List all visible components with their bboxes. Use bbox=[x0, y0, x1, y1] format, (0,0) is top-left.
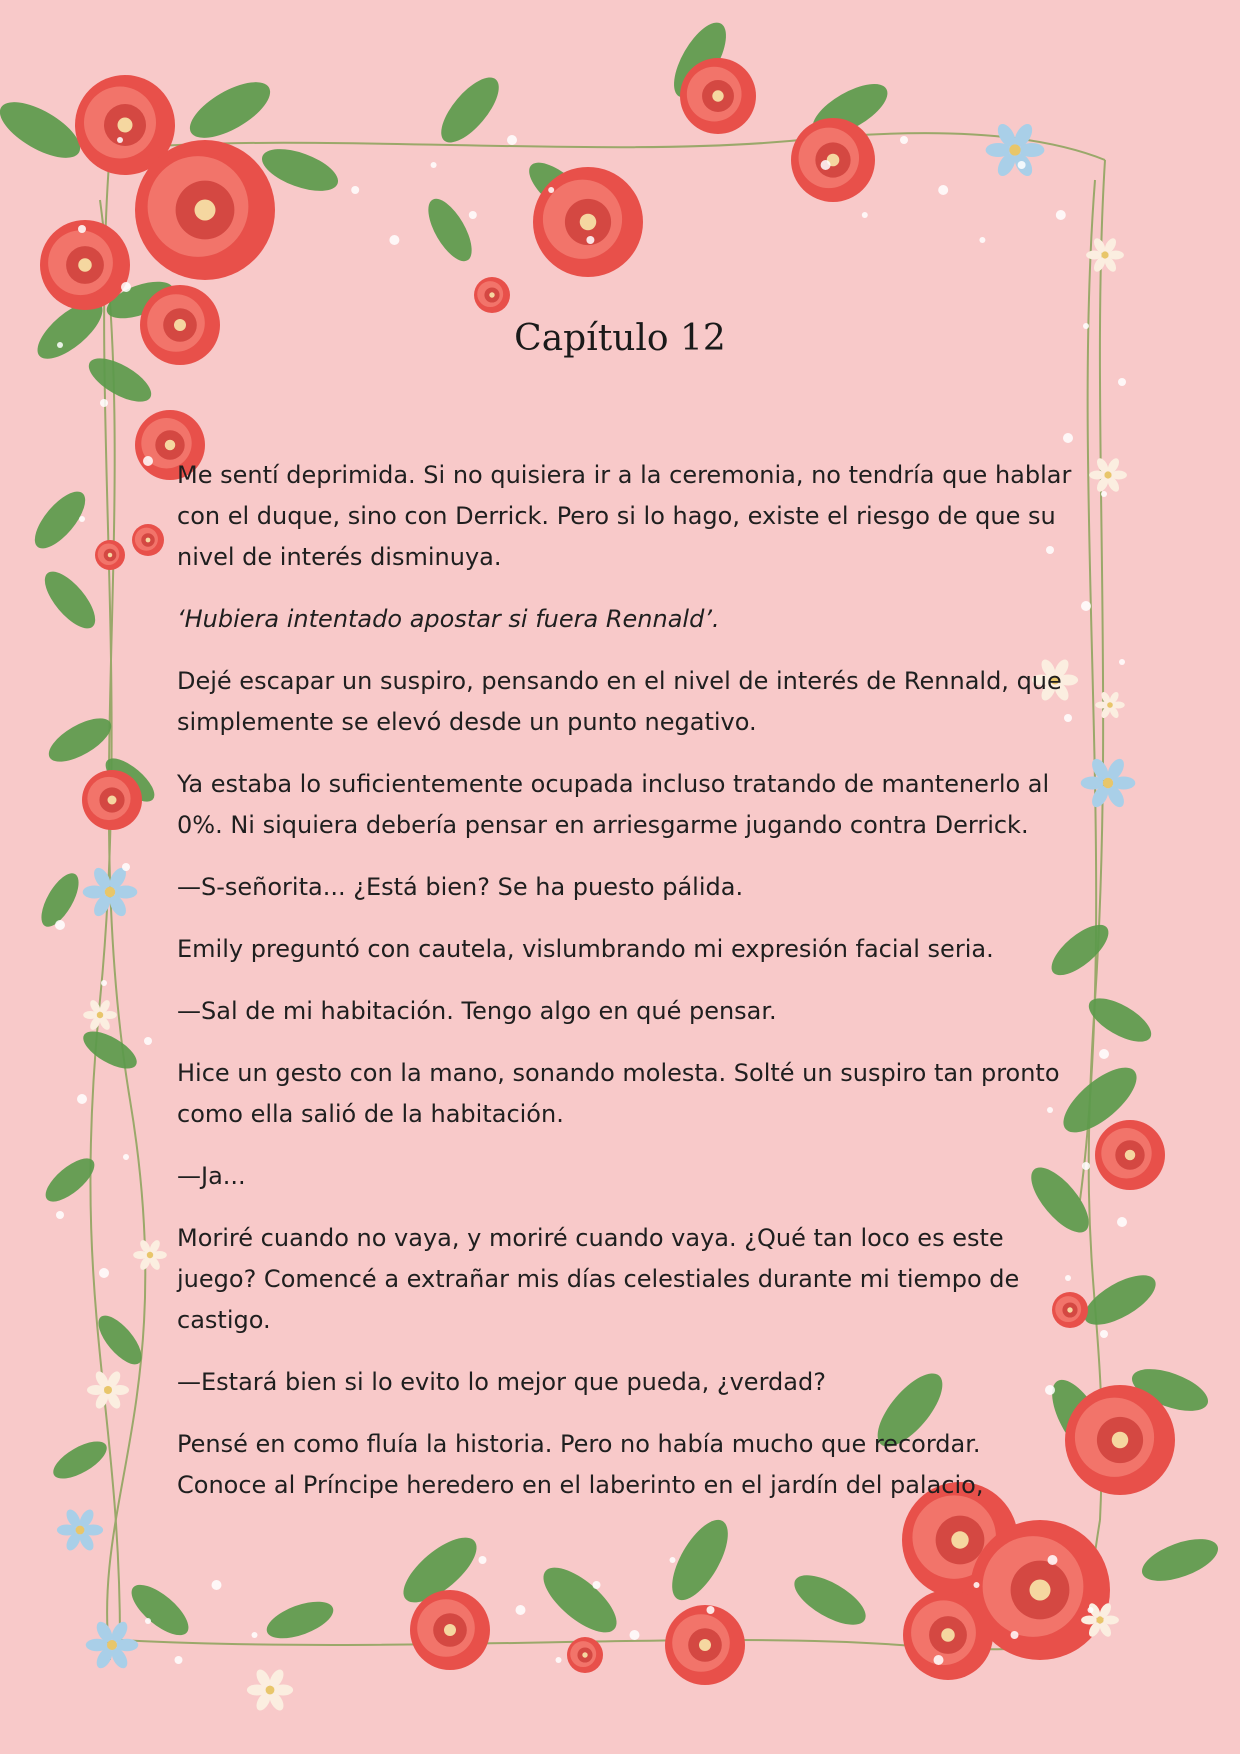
paragraph: —Ja... bbox=[177, 1162, 246, 1190]
sparkle-dot bbox=[974, 1582, 980, 1588]
paragraph: Ya estaba lo suficientemente ocupada incluso tratando de mantenerlo al 0%. Ni siquiera debería pensar en arriesgarme jugando contra Derrick. bbox=[177, 770, 1050, 839]
small-flower-center bbox=[1103, 778, 1113, 788]
sparkle-dot bbox=[56, 1211, 64, 1219]
small-flower-center bbox=[105, 887, 115, 897]
sparkle-dot bbox=[821, 160, 831, 170]
rose-stamen bbox=[699, 1639, 711, 1651]
paragraph: —Sal de mi habitación. Tengo algo en qué pensar. bbox=[177, 997, 777, 1025]
leaf bbox=[533, 1557, 626, 1644]
rose-stamen bbox=[712, 90, 723, 101]
sparkle-dot bbox=[144, 1037, 152, 1045]
vine-stem bbox=[100, 200, 145, 1660]
sparkle-dot bbox=[431, 162, 437, 168]
rose-stamen bbox=[951, 1531, 968, 1548]
paragraph: —S-señorita... ¿Está bien? Se ha puesto pálida. bbox=[177, 873, 744, 901]
sparkle-dot bbox=[101, 980, 107, 986]
sparkle-dot bbox=[212, 1580, 222, 1590]
leaf bbox=[124, 1576, 197, 1644]
sparkle-dot bbox=[121, 282, 131, 292]
paragraph: Hice un gesto con la mano, sonando molesta. Solté un suspiro tan pronto como ella salió de la habitación. bbox=[177, 1059, 1060, 1128]
sparkle-dot bbox=[117, 137, 123, 143]
sparkle-dot bbox=[593, 1581, 601, 1589]
rose-stamen bbox=[582, 1652, 587, 1657]
leaf bbox=[36, 564, 104, 637]
paragraph: Pensé en como fluía la historia. Pero no había mucho que recordar. Conoce al Príncipe heredero en el laberinto en el jardín del palacio, bbox=[177, 1430, 984, 1499]
sparkle-dot bbox=[1018, 161, 1026, 169]
paragraph: Moriré cuando no vaya, y moriré cuando vaya. ¿Qué tan loco es este juego? Comencé a extrañar mis días celestiales durante mi tiempo de castigo. bbox=[177, 1224, 1020, 1334]
rose-stamen bbox=[165, 440, 176, 451]
sparkle-dot bbox=[100, 399, 108, 407]
leaf bbox=[48, 1434, 113, 1486]
sparkle-dot bbox=[507, 135, 517, 145]
sparkle-dot bbox=[556, 1657, 562, 1663]
sparkle-dot bbox=[1099, 1049, 1109, 1059]
chapter-title: Capítulo 12 bbox=[514, 318, 726, 359]
leaf bbox=[182, 71, 279, 149]
small-flower-center bbox=[1104, 471, 1111, 478]
leaf bbox=[420, 192, 480, 267]
sparkle-dot bbox=[79, 516, 85, 522]
sparkle-dot bbox=[1063, 433, 1073, 443]
paragraph: ‘Hubiera intentado apostar si fuera Rennald’. bbox=[177, 605, 720, 633]
sparkle-dot bbox=[1088, 1607, 1094, 1613]
rose-stamen bbox=[941, 1628, 955, 1642]
sparkle-dot bbox=[548, 187, 554, 193]
paragraph: Me sentí deprimida. Si no quisiera ir a la ceremonia, no tendría que hablar con el duque, sino con Derrick. Pero si lo hago, existe el riesgo de que su nivel de interés disminuya. bbox=[177, 461, 1072, 571]
rose-stamen bbox=[195, 200, 216, 221]
sparkle-dot bbox=[78, 225, 86, 233]
leaf bbox=[78, 1024, 143, 1076]
paragraph: —Estará bien si lo evito lo mejor que pueda, ¿verdad? bbox=[177, 1368, 826, 1396]
leaf bbox=[42, 710, 117, 770]
small-flower-center bbox=[147, 1252, 153, 1258]
sparkle-dot bbox=[862, 212, 868, 218]
sparkle-dot bbox=[55, 920, 65, 930]
sparkle-dot bbox=[630, 1630, 640, 1640]
rose-stamen bbox=[1112, 1432, 1129, 1449]
sparkle-dot bbox=[122, 863, 130, 871]
rose-stamen bbox=[118, 118, 133, 133]
small-flower-center bbox=[104, 1386, 112, 1394]
leaf bbox=[431, 69, 508, 152]
leaf bbox=[1077, 1265, 1163, 1334]
sparkle-dot bbox=[469, 211, 477, 219]
sparkle-dot bbox=[670, 1557, 676, 1563]
small-flower-center bbox=[97, 1012, 103, 1018]
sparkle-dot bbox=[938, 185, 948, 195]
sparkle-dot bbox=[707, 1606, 715, 1614]
small-flower-center bbox=[1101, 251, 1108, 258]
paragraph: Emily preguntó con cautela, vislumbrando mi expresión facial seria. bbox=[177, 935, 994, 963]
sparkle-dot bbox=[1119, 659, 1125, 665]
rose-stamen bbox=[580, 214, 597, 231]
sparkle-dot bbox=[900, 136, 908, 144]
sparkle-dot bbox=[586, 236, 594, 244]
leaf bbox=[787, 1565, 873, 1634]
chapter-body bbox=[177, 455, 1072, 1527]
sparkle-dot bbox=[351, 186, 359, 194]
rose-stamen bbox=[489, 292, 494, 297]
rose-stamen bbox=[108, 796, 117, 805]
leaf bbox=[1137, 1531, 1224, 1590]
sparkle-dot bbox=[516, 1605, 526, 1615]
rose-stamen bbox=[108, 553, 113, 558]
rose-stamen bbox=[1030, 1580, 1051, 1601]
vine-stem bbox=[110, 133, 1105, 160]
sparkle-dot bbox=[479, 1556, 487, 1564]
sparkle-dot bbox=[175, 1656, 183, 1664]
rose-stamen bbox=[78, 258, 92, 272]
sparkle-dot bbox=[145, 1618, 151, 1624]
leaf bbox=[0, 91, 88, 169]
sparkle-dot bbox=[123, 1154, 129, 1160]
sparkle-dot bbox=[77, 1094, 87, 1104]
sparkle-dot bbox=[1056, 210, 1066, 220]
sparkle-dot bbox=[979, 237, 985, 243]
sparkle-dot bbox=[1100, 1330, 1108, 1338]
leaf bbox=[39, 1151, 101, 1209]
sparkle-dot bbox=[252, 1632, 258, 1638]
small-flower-center bbox=[1107, 702, 1113, 708]
sparkle-dot bbox=[143, 456, 153, 466]
rose-stamen bbox=[444, 1624, 456, 1636]
sparkle-dot bbox=[389, 235, 399, 245]
sparkle-dot bbox=[1011, 1631, 1019, 1639]
rose-stamen bbox=[1125, 1150, 1136, 1161]
sparkle-dot bbox=[934, 1655, 944, 1665]
small-flower-center bbox=[107, 1640, 117, 1650]
sparkle-dot bbox=[1048, 1555, 1058, 1565]
small-flower-center bbox=[266, 1686, 275, 1695]
leaf bbox=[262, 1594, 338, 1646]
small-flower-center bbox=[1009, 144, 1020, 155]
sparkle-dot bbox=[1082, 1162, 1090, 1170]
rose-stamen bbox=[146, 538, 151, 543]
paragraph: Dejé escapar un suspiro, pensando en el nivel de interés de Rennald, que simplemente se elevó desde un punto negativo. bbox=[177, 667, 1062, 736]
sparkle-dot bbox=[1117, 1217, 1127, 1227]
small-flower-center bbox=[76, 1526, 85, 1535]
sparkle-dot bbox=[1101, 491, 1107, 497]
sparkle-dot bbox=[1081, 601, 1091, 611]
sparkle-dot bbox=[1118, 378, 1126, 386]
sparkle-dot bbox=[99, 1268, 109, 1278]
small-flower-center bbox=[1096, 1616, 1103, 1623]
